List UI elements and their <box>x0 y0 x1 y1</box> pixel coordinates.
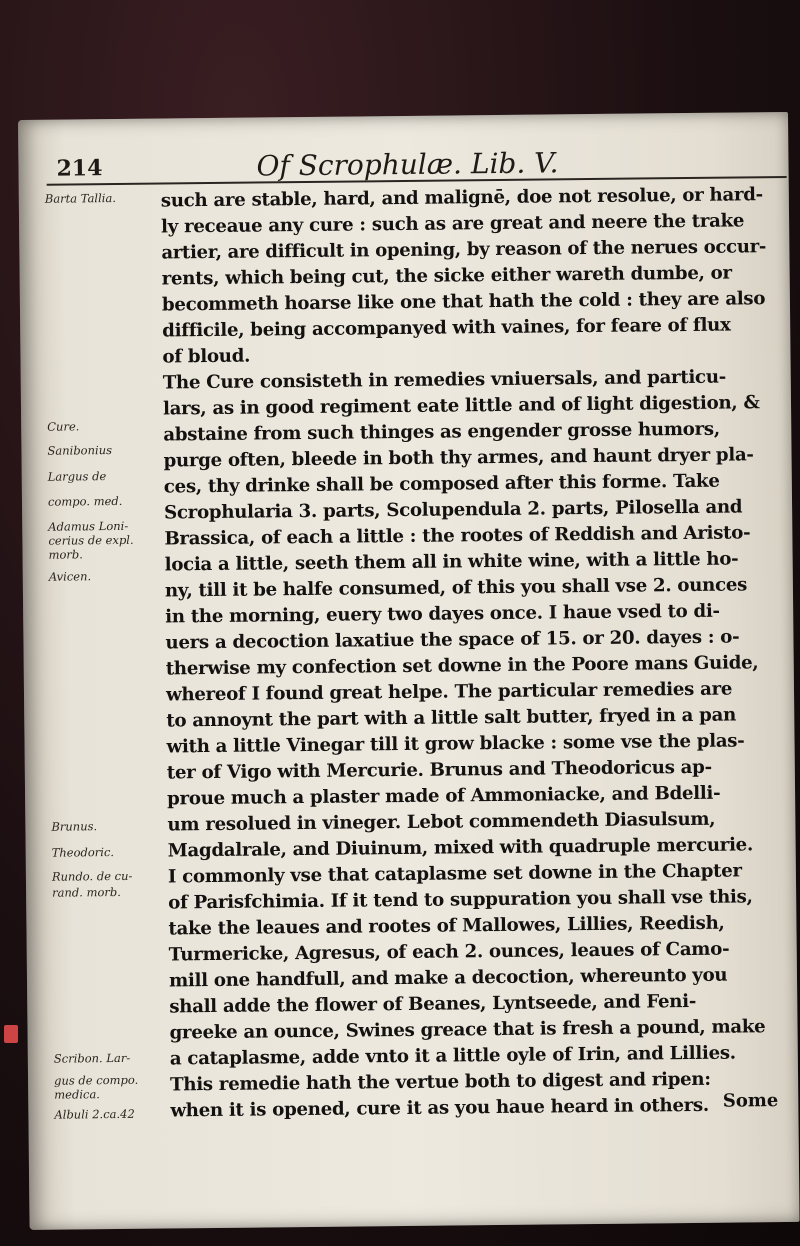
margin-note: Sanibonius <box>47 443 113 458</box>
margin-note: Theodoric. <box>51 845 115 860</box>
text-line: lars, as in good regiment eate little and of light digestion, & <box>162 392 760 420</box>
text-line: ny, till it be halfe consumed, of this you shall vse 2. ounces <box>164 574 748 602</box>
text-line: uers a decoction laxatiue the space of 15. or 20. dayes : o- <box>165 626 740 654</box>
text-line: The Cure consisteth in remedies vniuersals, and particu- <box>162 366 727 394</box>
text-line: greeke an ounce, Swines greace that is fresh a pound, make <box>169 1016 766 1044</box>
text-line: Scrophularia 3. parts, Scolupendula 2. parts, Pilosella and <box>164 496 743 524</box>
text-line: locia a little, seeth them all in white wine, with a little ho- <box>164 548 739 576</box>
margin-note: Scribon. Lar- <box>53 1050 131 1066</box>
margin-note: gus de compo. <box>53 1072 139 1088</box>
margin-note: Albuli 2.ca.42 <box>54 1106 135 1122</box>
text-line: Magdalrale, and Diuinum, mixed with quadruple mercurie. <box>167 834 754 862</box>
text-line: mill one handfull, and make a decoction, whereunto you <box>168 964 728 992</box>
margin-note: compo. med. <box>47 493 123 509</box>
book-page <box>18 112 800 1230</box>
text-line: um resolued in vineger. Lebot commendeth Diasulsum, <box>167 808 716 836</box>
margin-note: Rundo. de cu- <box>51 868 133 884</box>
text-line: Brassica, of each a little : the rootes of Reddish and Aristo- <box>164 522 751 550</box>
catchword: Some <box>722 1090 779 1112</box>
text-line: of bloud. <box>162 345 251 368</box>
page-header <box>46 142 786 186</box>
text-line: rents, which being cut, the sicke either wareth dumbe, or <box>161 262 732 290</box>
text-line: This remedie hath the vertue both to digest and ripen: <box>170 1068 711 1096</box>
margin-note: morb. <box>48 547 83 562</box>
page-edge-mark <box>4 1025 18 1043</box>
text-line: of Parisfchimia. If it tend to suppuration you shall vse this, <box>168 886 753 914</box>
margin-notes <box>44 189 155 1122</box>
text-line: a cataplasme, adde vnto it a little oyle of Irin, and Lillies. <box>169 1042 736 1070</box>
text-line: shall adde the flower of Beanes, Lyntseede, and Feni- <box>169 990 697 1018</box>
text-line: abstaine from such thinges as engender grosse humors, <box>163 418 720 446</box>
running-head: Of Scrophulæ. Lib. V. <box>256 146 559 183</box>
text-line: ces, thy drinke shall be composed after this forme. Take <box>163 470 720 498</box>
text-line: such are stable, hard, and malignē, doe not resolue, or hard- <box>160 184 763 212</box>
text-line: I commonly vse that cataplasme set downe in the Chapter <box>167 860 742 888</box>
margin-note: cerius de expl. <box>48 532 134 548</box>
text-line: Turmericke, Agresus, of each 2. ounces, leaues of Camo- <box>168 938 730 966</box>
margin-note: Avicen. <box>48 569 92 584</box>
text-line: becommeth hoarse like one that hath the cold : they are also <box>161 288 766 316</box>
margin-note: Barta Tallia. <box>44 190 117 206</box>
text-line: take the leaues and rootes of Mallowes, Lillies, Reedish, <box>168 912 725 940</box>
text-line: therwise my confection set downe in the Poore mans Guide, <box>165 652 759 680</box>
text-line: purge often, bleede in both thy armes, and haunt dryer pla- <box>163 444 754 472</box>
text-line: with a little Vinegar till it grow blacke : some vse the plas- <box>166 730 745 758</box>
margin-note: Brunus. <box>51 819 98 834</box>
margin-note: rand. morb. <box>52 884 121 900</box>
page-number: 214 <box>56 155 103 182</box>
text-line: difficile, being accompanyed with vaines, for feare of flux <box>162 314 731 342</box>
text-line: proue much a plaster made of Ammoniacke, and Bdelli- <box>167 782 721 810</box>
margin-note: Largus de <box>47 469 107 484</box>
text-line: ly receaue any cure : such as are great and neere the trake <box>161 210 745 238</box>
margin-note: medica. <box>54 1087 100 1102</box>
text-line: to annoynt the part with a little salt butter, fryed in a pan <box>166 704 737 732</box>
text-line: ter of Vigo with Mercurie. Brunus and Theodoricus ap- <box>166 756 712 784</box>
text-line: artier, are difficult in opening, by reason of the nerues occur- <box>161 236 767 264</box>
margin-note: Cure. <box>47 419 80 434</box>
margin-note: Adamus Loni- <box>48 518 129 534</box>
text-line: when it is opened, cure it as you haue heard in others. <box>170 1094 710 1122</box>
text-line: in the morning, euery two dayes once. I haue vsed to di- <box>165 600 720 628</box>
text-line: whereof I found great helpe. The particular remedies are <box>165 678 733 706</box>
